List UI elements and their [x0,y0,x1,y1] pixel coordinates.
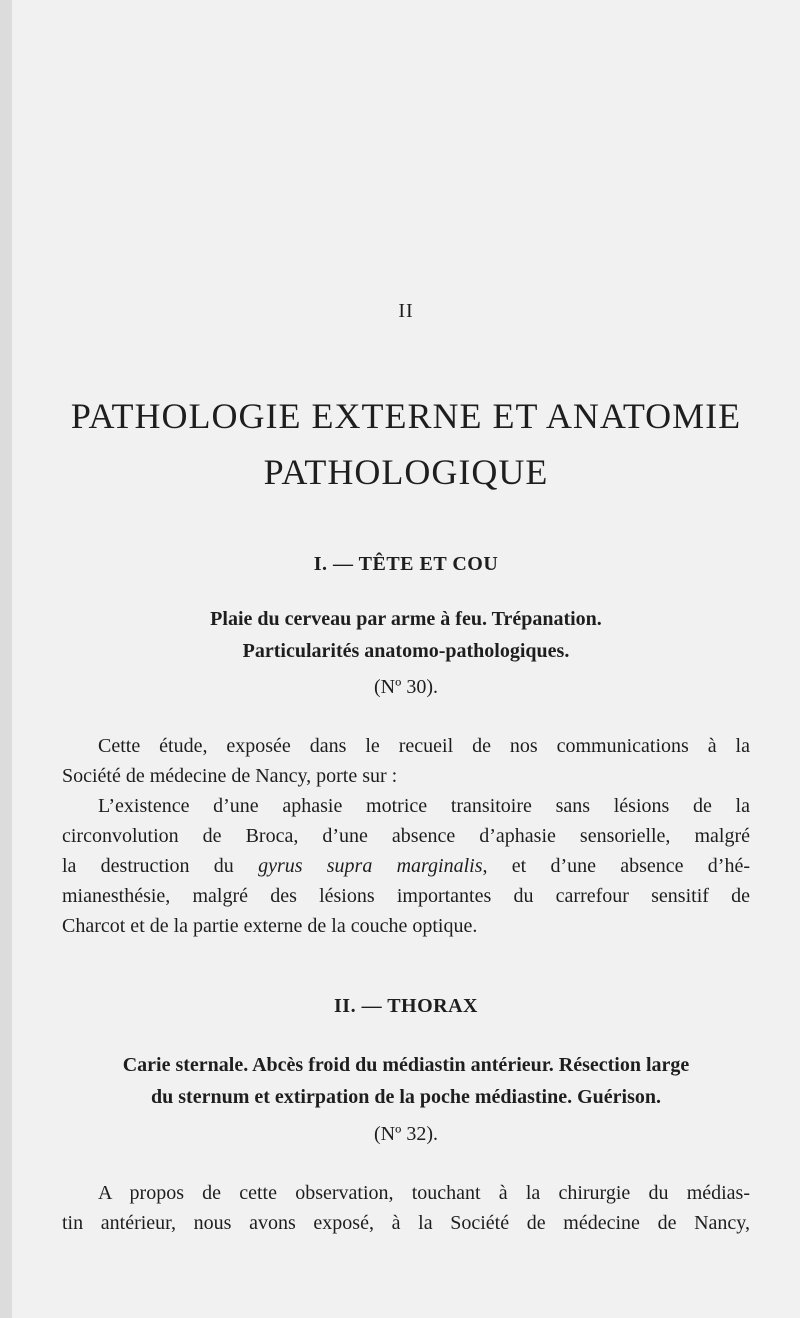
chapter-title-line-1: PATHOLOGIE EXTERNE ET ANATOMIE [70,396,742,436]
section1-subtitle-line-1: Plaie du cerveau par arme à feu. Trépanation. [210,608,602,630]
section-heading-head-neck: I. — TÊTE ET COU [313,553,499,575]
body-line: circonvolution de Broca, d’une absence d’aphasie sensorielle, malgré [62,825,750,847]
body-line: L’existence d’une aphasie motrice transitoire sans lésions de la [98,795,750,817]
section-heading-thorax: II. — THORAX [334,995,478,1017]
body-text: , et d’une absence d’hé- [482,855,750,877]
body-line: Cette étude, exposée dans le recueil de nos communications à la [98,735,750,757]
section2-subtitle-line-1: Carie sternale. Abcès froid du médiastin antérieur. Résection large [122,1054,690,1076]
body-line: Société de médecine de Nancy, porte sur : [62,765,398,787]
latin-term: gyrus supra marginalis [258,855,483,877]
body-line [62,851,750,881]
body-line: mianesthésie, malgré des lésions importantes du carrefour sensitif de [62,885,750,907]
document-page [12,0,800,1318]
bleed-through-text [52,168,792,190]
section1-subtitle-line-2: Particularités anatomo-pathologiques. [242,640,570,662]
chapter-title [12,388,800,500]
section1-reference: (Nº 30). [374,676,438,698]
chapter-title-line-2: PATHOLOGIQUE [263,452,549,492]
body-text: la destruction du [62,855,259,877]
section2-body [62,1178,750,1238]
body-line: tin antérieur, nous avons exposé, à la Société de médecine de Nancy, [62,1212,750,1234]
section2-reference: (Nº 32). [374,1123,438,1145]
chapter-numeral: II [398,300,414,322]
section1-body [62,731,750,941]
body-line: A propos de cette observation, touchant à la chirurgie du médias- [98,1182,750,1204]
section1-subtitle [52,603,760,667]
section2-subtitle-line-2: du sternum et extirpation de la poche médiastine. Guérison. [151,1086,661,1108]
body-line: Charcot et de la partie externe de la couche optique. [62,915,478,937]
section2-subtitle [62,1049,750,1113]
